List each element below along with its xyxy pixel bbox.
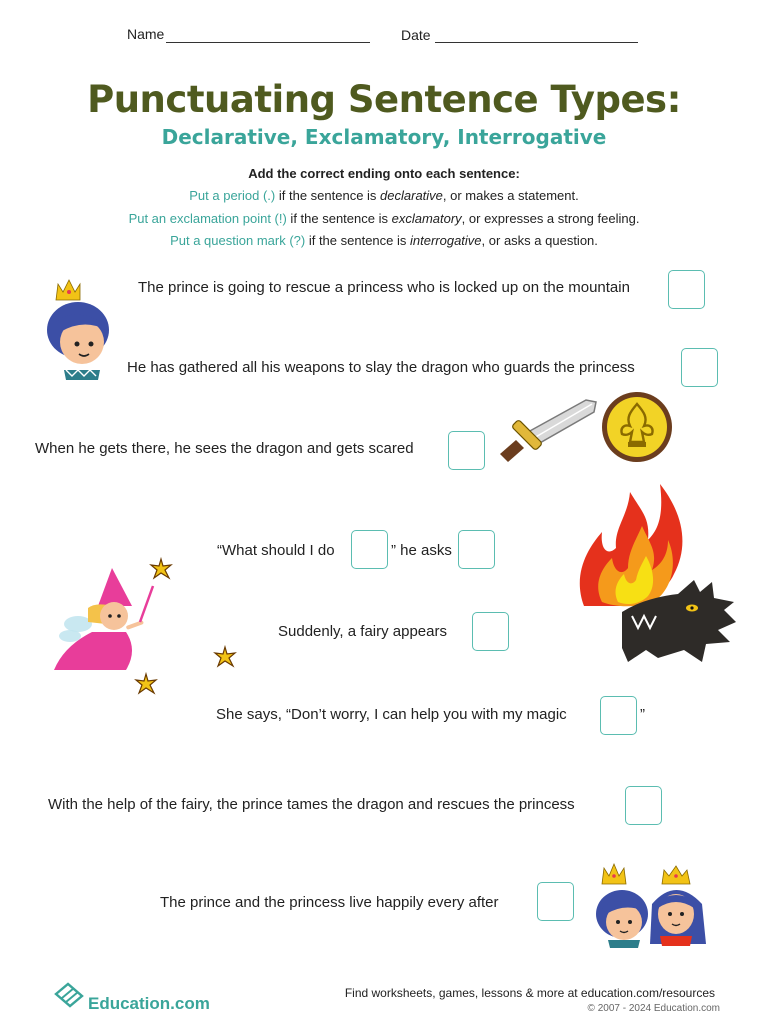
instruction-tail: , or asks a question.: [481, 233, 598, 248]
instruction-term: exclamatory: [391, 211, 462, 226]
instructions-heading: Add the correct ending onto each sentence:: [248, 166, 520, 181]
instruction-lead: Put an exclamation point (!): [128, 211, 287, 226]
dragon-icon: [614, 578, 738, 666]
sentence-1: The prince is going to rescue a princess who is locked up on the mountain: [138, 279, 630, 296]
answer-box-6[interactable]: [472, 612, 509, 651]
instruction-mid: if the sentence is: [305, 233, 410, 248]
footer-resources-text: Find worksheets, games, lessons & more at education.com/resources: [344, 986, 715, 1000]
prince-and-princess-icon: [594, 864, 712, 950]
date-field[interactable]: [435, 42, 638, 43]
prince-icon: [596, 864, 648, 948]
answer-box-8[interactable]: [625, 786, 662, 825]
answer-box-3[interactable]: [448, 431, 485, 470]
princess-icon: [650, 866, 706, 946]
sentence-5: Suddenly, a fairy appears: [278, 623, 447, 640]
instruction-line-question: [0, 233, 768, 248]
instruction-mid: if the sentence is: [286, 211, 392, 226]
sentence-3: When he gets there, he sees the dragon and gets scared: [35, 440, 414, 457]
prince-icon: [44, 278, 118, 384]
answer-box-5[interactable]: [458, 530, 495, 569]
education-logo-icon: [52, 980, 86, 1010]
page-subtitle: Declarative, Exclamatory, Interrogative: [161, 125, 607, 149]
sparkle-icon: [150, 558, 172, 580]
instruction-tail: , or makes a statement.: [442, 188, 579, 203]
sentence-4-part-1: “What should I do: [217, 542, 335, 559]
answer-box-2[interactable]: [681, 348, 718, 387]
instruction-term: declarative: [380, 188, 443, 203]
sparkle-icon: [214, 646, 236, 668]
instruction-mid: if the sentence is: [275, 188, 381, 203]
education-logo-text[interactable]: Education.com: [88, 994, 210, 1013]
sentence-8: The prince and the princess live happily every after: [160, 894, 499, 911]
sentence-7: With the help of the fairy, the prince tames the dragon and rescues the princess: [48, 796, 575, 813]
answer-box-1[interactable]: [668, 270, 705, 309]
instruction-term: interrogative: [410, 233, 482, 248]
shield-icon: [600, 390, 674, 464]
sentence-6-part-2: ”: [640, 706, 645, 723]
date-label: Date: [401, 27, 431, 43]
instruction-lead: Put a period (.): [189, 188, 276, 203]
answer-box-4[interactable]: [351, 530, 388, 569]
instruction-lead: Put a question mark (?): [170, 233, 306, 248]
answer-box-9[interactable]: [537, 882, 574, 921]
name-field[interactable]: [166, 42, 370, 43]
instruction-tail: , or expresses a strong feeling.: [461, 211, 640, 226]
sparkle-icon: [135, 673, 157, 695]
answer-box-7[interactable]: [600, 696, 637, 735]
sentence-6-part-1: She says, “Don’t worry, I can help you with my magic: [216, 706, 567, 723]
page-title: Punctuating Sentence Types:: [87, 78, 681, 121]
instruction-line-exclamation: [0, 211, 768, 226]
footer-copyright: © 2007 - 2024 Education.com: [587, 1003, 720, 1014]
sword-icon: [498, 394, 600, 464]
sentence-4-part-2: ” he asks: [391, 542, 452, 559]
fairy-icon: [52, 566, 154, 672]
instruction-line-period: [0, 188, 768, 203]
sentence-2: He has gathered all his weapons to slay the dragon who guards the princess: [127, 359, 635, 376]
name-label: Name: [127, 26, 165, 42]
